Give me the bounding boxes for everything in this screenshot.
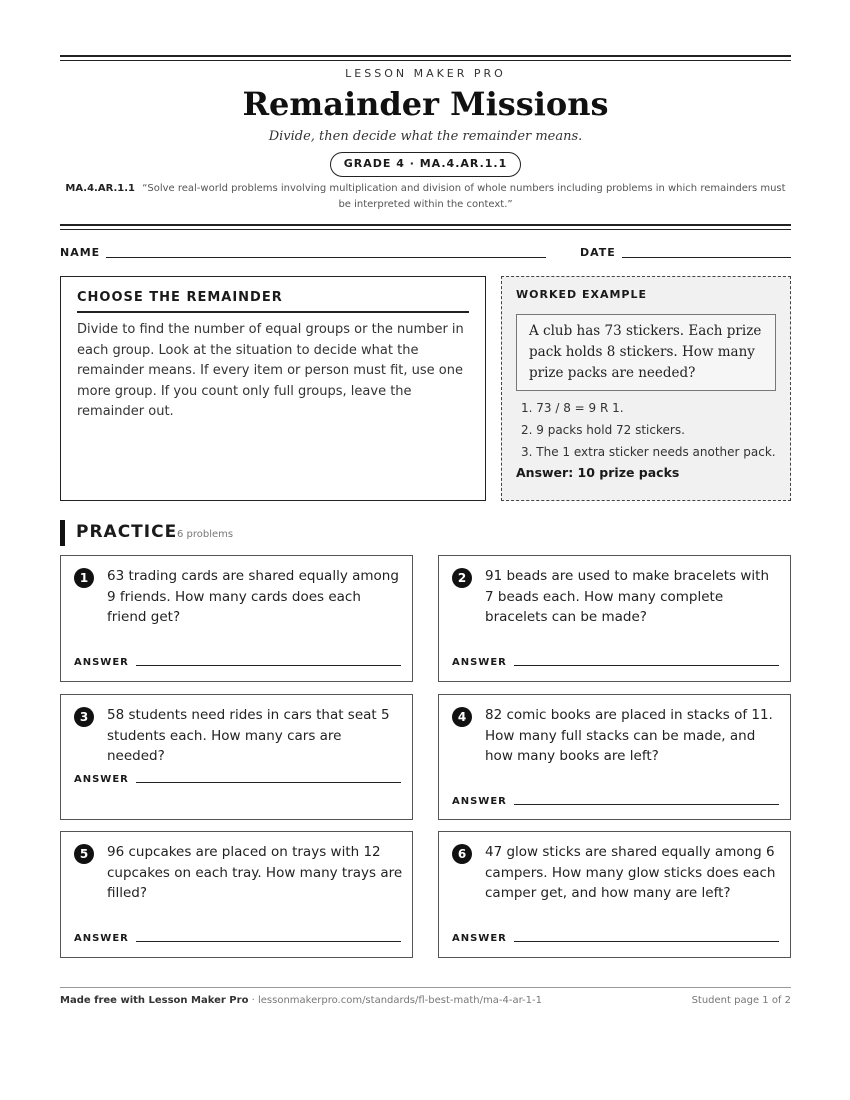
date-field[interactable] [622, 257, 791, 258]
practice-heading: PRACTICE [76, 522, 178, 542]
problem-card-5 [60, 831, 413, 958]
answer-line[interactable] [514, 941, 779, 942]
date-label: DATE [580, 246, 616, 259]
worked-example-title: WORKED EXAMPLE [516, 288, 647, 301]
standard-statement [60, 181, 791, 213]
worksheet-page [60, 0, 791, 1100]
grade-badge: GRADE 4 · MA.4.AR.1.1 [330, 152, 521, 177]
answer-line[interactable] [514, 665, 779, 666]
problem-number-badge: 4 [452, 707, 472, 727]
problem-text: 96 cupcakes are placed on trays with 12 cupcakes on each tray. How many trays are filled? [107, 844, 403, 901]
answer-line[interactable] [514, 804, 779, 805]
answer-line[interactable] [136, 665, 401, 666]
problem-number-badge: 1 [74, 568, 94, 588]
choose-remainder-text: Divide to find the number of equal groups or the number in each group. Look at the situation to decide what the remainder means. If every item or person must fit, use one more group. If you count only full groups, leave the remainder out. [77, 322, 464, 419]
worked-example-answer: Answer: 10 prize packs [516, 465, 680, 480]
choose-remainder-box [60, 276, 486, 501]
problem-number-badge: 2 [452, 568, 472, 588]
answer-label: ANSWER [74, 933, 129, 944]
practice-count: 6 problems [177, 529, 234, 540]
answer-label: ANSWER [74, 774, 129, 785]
problem-number-badge: 6 [452, 844, 472, 864]
problem-number-badge: 5 [74, 844, 94, 864]
footer-made-with: Made free with Lesson Maker Pro [60, 995, 249, 1006]
footer-page-number: Student page 1 of 2 [691, 995, 791, 1006]
worked-example-box [501, 276, 791, 501]
worked-step: 3. The 1 extra sticker needs another pack. [521, 445, 776, 459]
answer-label: ANSWER [452, 933, 507, 944]
standard-text: “Solve real-world problems involving multiplication and division of whole numbers including problems in which remainders must be interpreted within the context.” [142, 183, 786, 210]
answer-label: ANSWER [74, 657, 129, 668]
standard-code: MA.4.AR.1.1 [65, 183, 135, 194]
problem-text: 63 trading cards are shared equally among 9 friends. How many cards does each friend get? [107, 568, 399, 625]
footer-url-link[interactable]: · lessonmakerpro.com/standards/fl-best-math/ma-4-ar-1-1 [248, 995, 543, 1006]
problem-text: 58 students need rides in cars that seat 5 students each. How many cars are needed? [107, 707, 390, 764]
problem-card-3 [60, 694, 413, 820]
problem-card-2 [438, 555, 791, 682]
problem-text: 47 glow sticks are shared equally among 6 campers. How many glow sticks does each camper get, and how many are left? [485, 844, 776, 901]
footer-credit [60, 995, 542, 1006]
worked-step: 1. 73 / 8 = 9 R 1. [521, 401, 624, 415]
header-bottom-rule [60, 224, 791, 230]
answer-label: ANSWER [452, 657, 507, 668]
worked-example-problem: A club has 73 stickers. Each prize pack holds 8 stickers. How many prize packs are needed? [516, 314, 776, 391]
top-double-rule [60, 55, 791, 61]
problem-card-6 [438, 831, 791, 958]
worked-example-steps [516, 397, 776, 463]
page-title: Remainder Missions [242, 85, 609, 123]
footer-rule [60, 987, 791, 988]
answer-line[interactable] [136, 782, 401, 783]
brand-name: LESSON MAKER PRO [345, 67, 506, 80]
choose-remainder-title: CHOOSE THE REMAINDER [77, 290, 469, 313]
name-field[interactable] [106, 257, 546, 258]
answer-line[interactable] [136, 941, 401, 942]
problem-card-1 [60, 555, 413, 682]
problem-text: 91 beads are used to make bracelets with 7 beads each. How many complete bracelets can be made? [485, 568, 770, 625]
problem-text: 82 comic books are placed in stacks of 11. How many full stacks can be made, and how many books are left? [485, 707, 773, 764]
worked-step: 2. 9 packs hold 72 stickers. [521, 423, 685, 437]
problem-number-badge: 3 [74, 707, 94, 727]
page-subtitle: Divide, then decide what the remainder means. [268, 129, 583, 144]
name-label: NAME [60, 246, 101, 259]
problem-card-4 [438, 694, 791, 820]
answer-label: ANSWER [452, 796, 507, 807]
practice-accent-bar [60, 520, 65, 546]
